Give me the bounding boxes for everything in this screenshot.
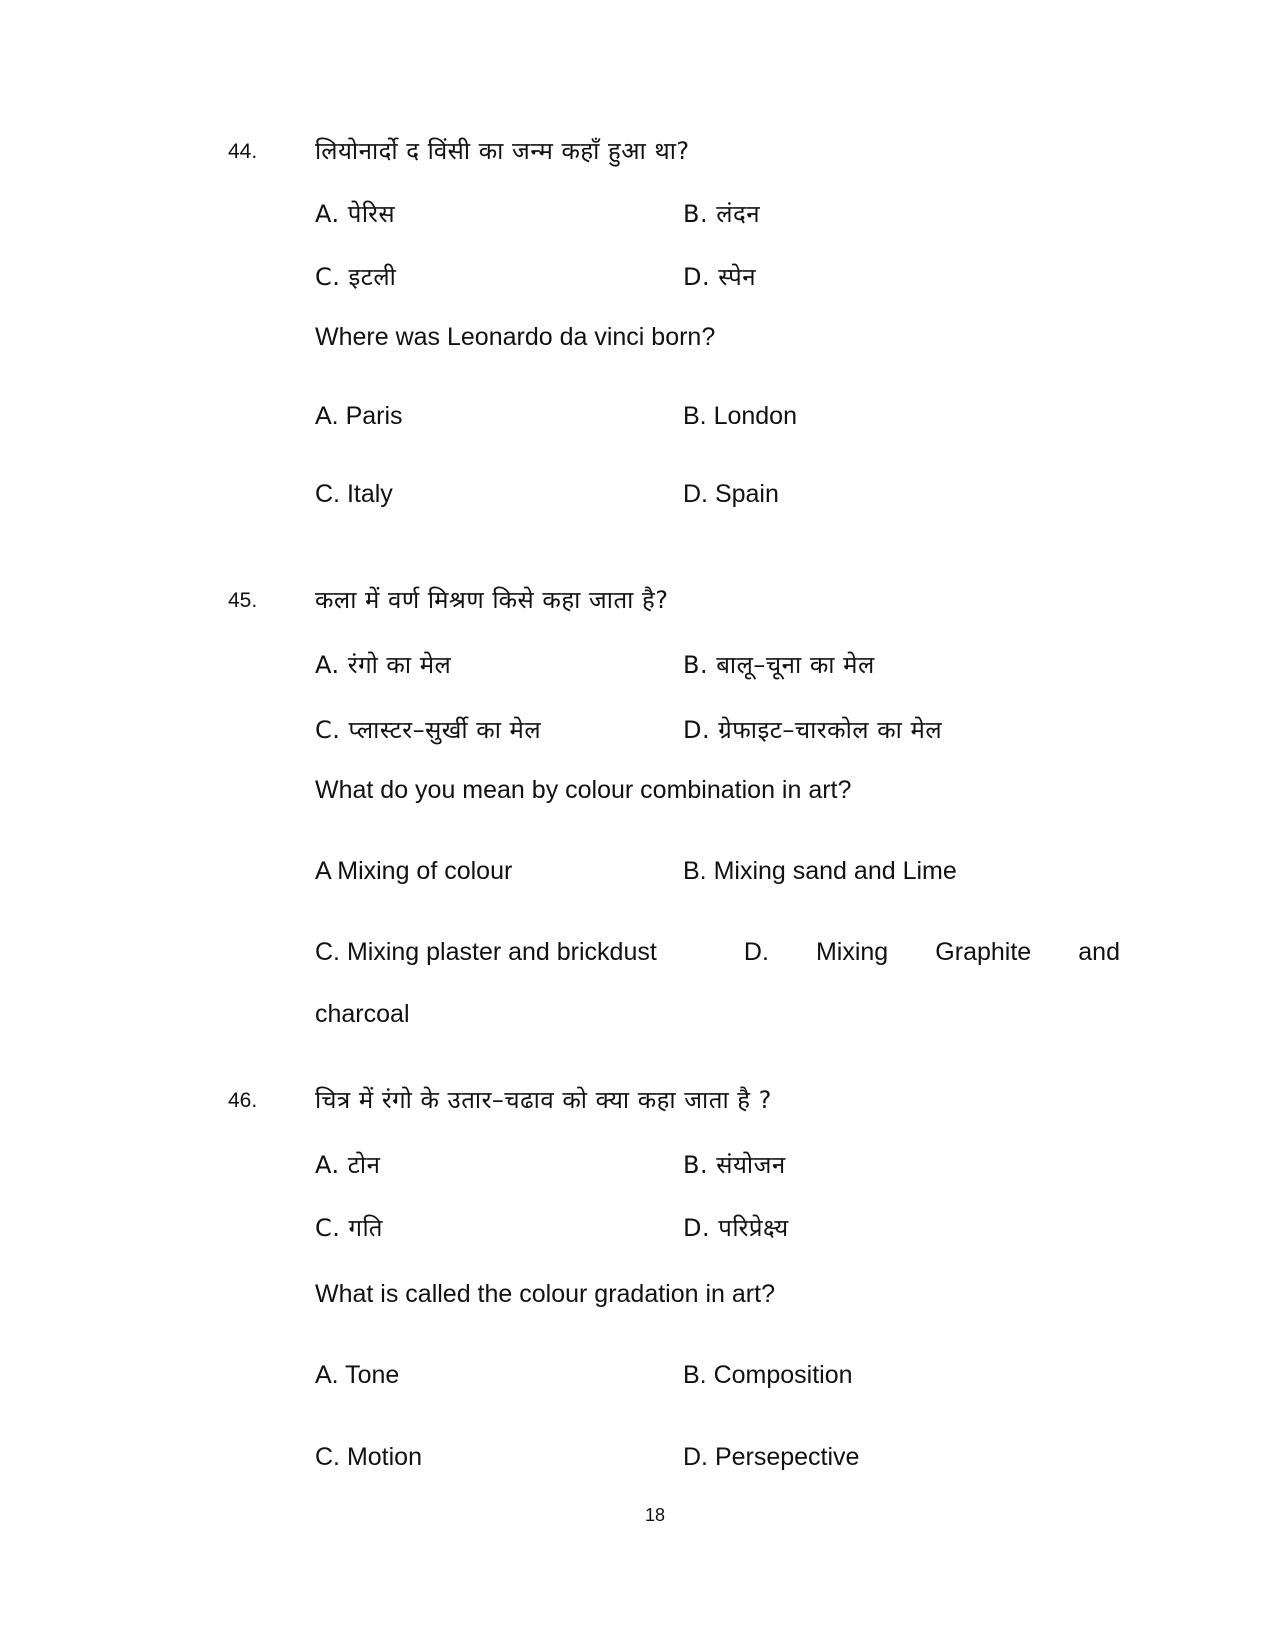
- option-b-english: B. London: [683, 402, 797, 430]
- option-d-english: D. Spain: [683, 480, 779, 508]
- question-text-hindi: लियोनार्दो द विंसी का जन्म कहाँ हुआ था?: [315, 137, 690, 165]
- option-c-english: C. Italy: [315, 480, 393, 508]
- option-c-english: C. Mixing plaster and brickdust: [315, 938, 657, 966]
- option-d-word: D.: [743, 938, 769, 966]
- option-a-english: A. Paris: [315, 402, 403, 430]
- option-c-hindi: C. प्लास्टर–सुर्खी का मेल: [315, 716, 542, 744]
- option-d-english-continuation: charcoal: [315, 1000, 410, 1028]
- option-c-hindi: C. इटली: [315, 263, 397, 291]
- option-d-word: Mixing: [815, 938, 889, 966]
- option-b-english: B. Composition: [683, 1361, 853, 1389]
- option-b-hindi: B. संयोजन: [683, 1151, 786, 1179]
- question-text-english: What is called the colour gradation in art?: [315, 1280, 775, 1308]
- question-text-english: What do you mean by colour combination in art?: [315, 776, 852, 804]
- option-c-d-row-english: [315, 938, 1120, 967]
- option-b-english: B. Mixing sand and Lime: [683, 857, 957, 885]
- option-a-hindi: A. टोन: [315, 1151, 381, 1179]
- option-d-word: Graphite: [935, 938, 1032, 966]
- option-d-hindi: D. स्पेन: [683, 263, 757, 291]
- option-b-hindi: B. लंदन: [683, 200, 761, 228]
- option-a-english: A Mixing of colour: [315, 857, 513, 885]
- option-d-hindi: D. परिप्रेक्ष्य: [683, 1214, 789, 1242]
- option-a-hindi: A. रंगो का मेल: [315, 651, 452, 679]
- option-d-english: D. Persepective: [683, 1443, 860, 1471]
- option-a-hindi: A. पेरिस: [315, 200, 396, 228]
- question-text-english: Where was Leonardo da vinci born?: [315, 323, 716, 351]
- question-number: 45.: [228, 589, 258, 612]
- option-c-hindi: C. गति: [315, 1214, 383, 1242]
- option-d-hindi: D. ग्रेफाइट–चारकोल का मेल: [683, 716, 943, 744]
- option-a-english: A. Tone: [315, 1361, 400, 1389]
- option-d-word: and: [1078, 938, 1120, 966]
- question-number: 46.: [228, 1089, 258, 1112]
- question-text-hindi: चित्र में रंगो के उतार–चढाव को क्या कहा जाता है ?: [315, 1086, 772, 1114]
- question-text-hindi: कला में वर्ण मिश्रण किसे कहा जाता है?: [315, 586, 669, 614]
- question-number: 44.: [228, 140, 258, 163]
- option-c-english: C. Motion: [315, 1443, 422, 1471]
- page-number: 18: [644, 1505, 666, 1525]
- option-b-hindi: B. बालू–चूना का मेल: [683, 651, 875, 679]
